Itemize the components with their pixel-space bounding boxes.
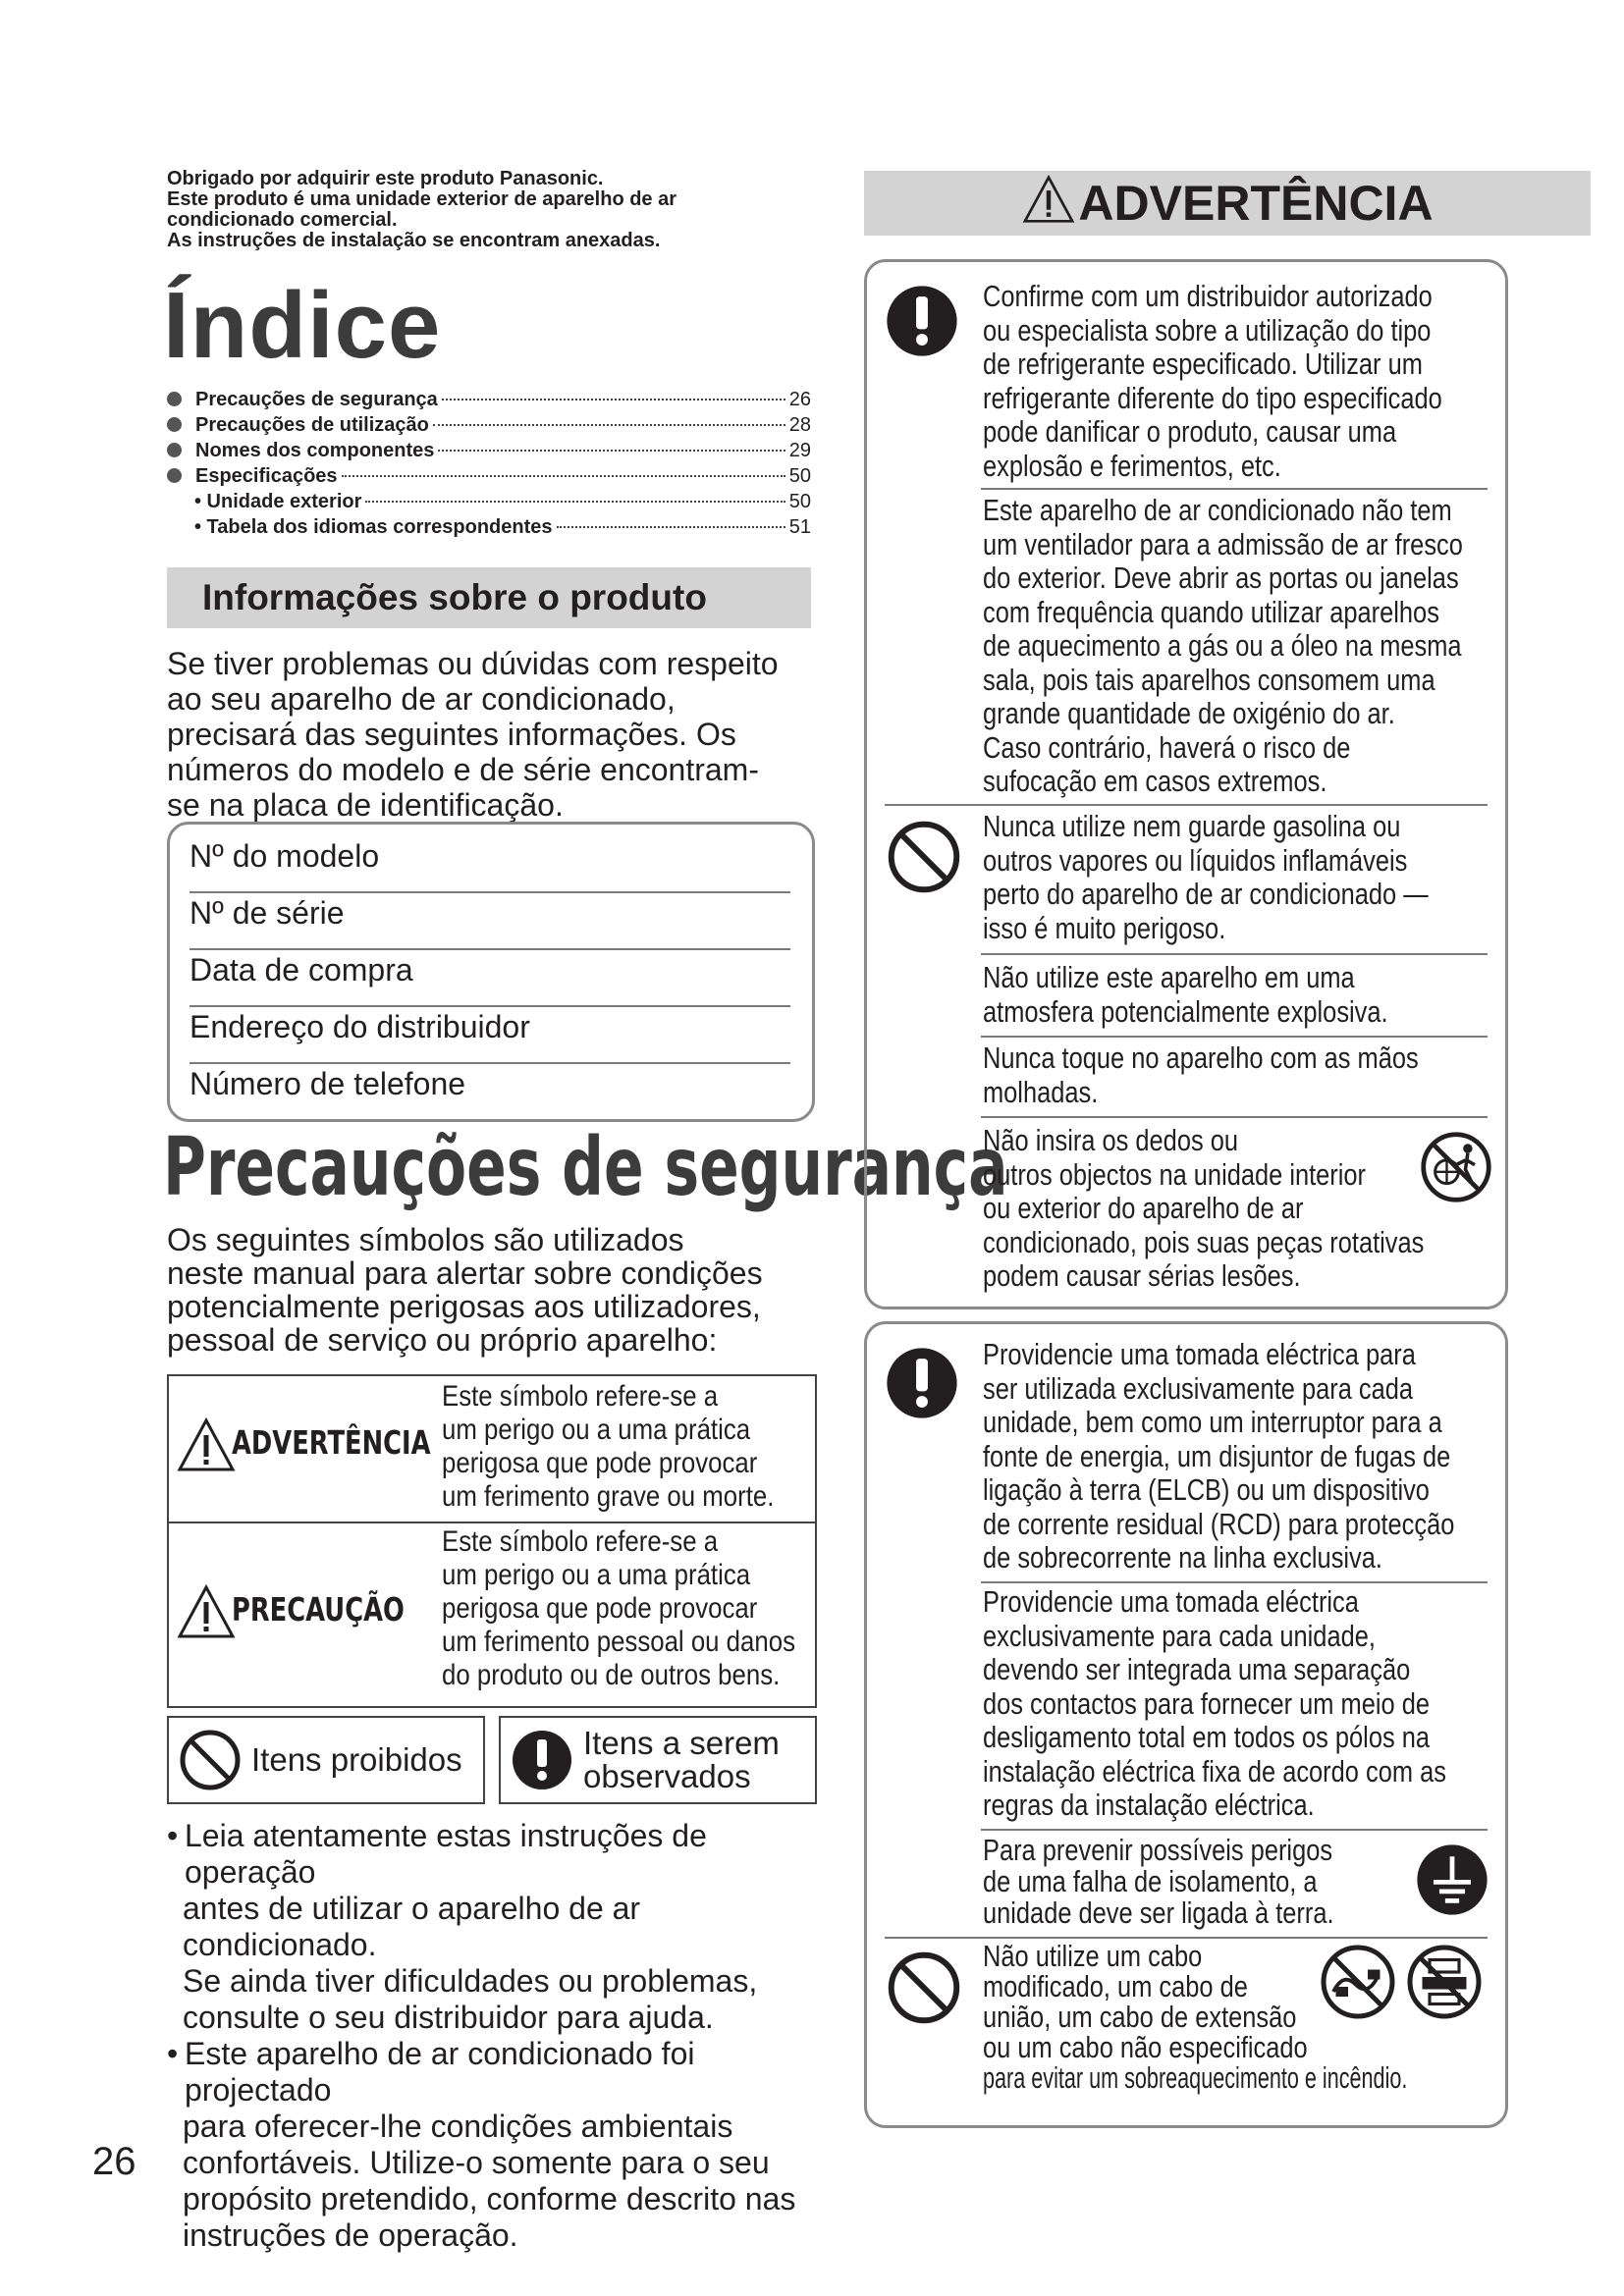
bullet-icon bbox=[167, 417, 182, 432]
divider bbox=[169, 1522, 815, 1523]
warning-label: ADVERTÊNCIA bbox=[232, 1423, 431, 1462]
toc-item[interactable] bbox=[167, 463, 811, 489]
warning-item bbox=[983, 1585, 1446, 1823]
toc-page: 51 bbox=[788, 516, 811, 538]
index-title: Índice bbox=[163, 273, 442, 378]
no-extension-cable-icon bbox=[1405, 1943, 1484, 2021]
warning-line: devendo ser integrada uma separação bbox=[983, 1652, 1411, 1686]
toc-page: 50 bbox=[788, 491, 811, 512]
warning-item bbox=[983, 1835, 1334, 1929]
description-line: Este símbolo refere-se a bbox=[442, 1380, 719, 1413]
toc-page: 28 bbox=[788, 414, 811, 436]
description-line: um ferimento grave ou morte. bbox=[442, 1480, 775, 1513]
legend-prohibited bbox=[167, 1716, 485, 1804]
warning-line: refrigerante diferente do tipo especificado bbox=[983, 380, 1442, 415]
bullet-icon: • bbox=[167, 2036, 179, 2071]
warning-line: Confirme com um distribuidor autorizado bbox=[983, 279, 1433, 313]
description-line: um perigo ou a uma prática bbox=[442, 1559, 751, 1591]
warning-line: isso é muito perigoso. bbox=[983, 910, 1226, 945]
paragraph-line: Os seguintes símbolos são utilizados bbox=[167, 1222, 684, 1257]
paragraph-line: potencialmente perigosas aos utilizadores, bbox=[167, 1289, 761, 1324]
warning-line: Providencie uma tomada eléctrica para bbox=[983, 1337, 1416, 1371]
safety-paragraph bbox=[167, 1223, 815, 1357]
paragraph-line: pessoal de serviço ou próprio aparelho: bbox=[167, 1322, 718, 1358]
paragraph-line: precisará das seguintes informações. Os bbox=[167, 717, 736, 752]
description-line: perigosa que pode provocar bbox=[442, 1592, 758, 1625]
intro-line: Obrigado por adquirir este produto Panasonic. bbox=[167, 168, 604, 189]
prohibited-icon bbox=[179, 1729, 242, 1791]
bullet-line: Leia atentamente estas instruções de operação bbox=[185, 1818, 707, 1890]
warning-line: Nunca toque no aparelho com as mãos bbox=[983, 1041, 1419, 1075]
divider bbox=[981, 1829, 1488, 1831]
warning-line: do exterior. Deve abrir as portas ou janelas bbox=[983, 561, 1459, 595]
prohibited-icon bbox=[887, 1950, 961, 2025]
description-line: Este símbolo refere-se a bbox=[442, 1525, 719, 1558]
warning-line: para evitar um sobreaquecimento e incêndio. bbox=[983, 2060, 1408, 2095]
dealer-address-field[interactable]: Endereço do distribuidor bbox=[189, 1009, 530, 1044]
toc-label: • Unidade exterior bbox=[194, 491, 362, 512]
mandatory-icon bbox=[511, 1729, 573, 1791]
bullet-icon: • bbox=[167, 1818, 179, 1853]
warning-line: exclusivamente para cada unidade, bbox=[983, 1618, 1376, 1653]
warning-line: ou um cabo não especificado bbox=[983, 2030, 1308, 2064]
warning-line: outros vapores ou líquidos inflamáveis bbox=[983, 842, 1408, 878]
warning-line: podem causar sérias lesões. bbox=[983, 1258, 1301, 1293]
warning-item bbox=[983, 1124, 1424, 1294]
legend-observed-line: observados bbox=[583, 1758, 751, 1794]
warning-line: desligamento total em todos os pólos na bbox=[983, 1720, 1431, 1754]
bullet-icon bbox=[167, 468, 182, 483]
legend-observed-line: Itens a serem bbox=[583, 1725, 780, 1761]
bullet-item bbox=[167, 1818, 825, 2036]
description-line: um perigo ou a uma prática bbox=[442, 1414, 751, 1446]
paragraph-line: Se tiver problemas ou dúvidas com respeito bbox=[167, 646, 779, 681]
leader-dots bbox=[342, 475, 785, 477]
toc-label: Nomes dos componentes bbox=[195, 440, 435, 461]
warning-box bbox=[864, 259, 1508, 1309]
divider bbox=[981, 1581, 1488, 1583]
toc-page: 29 bbox=[788, 440, 811, 461]
description-line: do produto ou de outros bens. bbox=[442, 1659, 781, 1691]
warning-line: outros objectos na unidade interior bbox=[983, 1156, 1367, 1192]
intro-line: condicionado comercial. bbox=[167, 209, 398, 231]
paragraph-line: neste manual para alertar sobre condições bbox=[167, 1255, 763, 1291]
safety-title: Precauções de segurança bbox=[163, 1121, 1008, 1214]
warning-line: Providencie uma tomada eléctrica bbox=[983, 1584, 1359, 1619]
purchase-date-field[interactable]: Data de compra bbox=[189, 952, 413, 988]
legend-observed bbox=[499, 1716, 817, 1804]
toc-item[interactable] bbox=[167, 387, 811, 412]
warning-line: ou exterior do aparelho de ar bbox=[983, 1191, 1304, 1225]
warning-line: Não utilize este aparelho em uma bbox=[983, 960, 1355, 994]
toc-label: Especificações bbox=[195, 465, 338, 487]
bullet-line: para oferecer-lhe condições ambientais bbox=[183, 2109, 733, 2144]
intro-line: As instruções de instalação se encontram anexadas. bbox=[167, 230, 661, 251]
toc-label: Precauções de segurança bbox=[195, 389, 438, 410]
warning-line: ligação à terra (ELCB) ou um dispositivo bbox=[983, 1472, 1430, 1507]
warning-line: Não insira os dedos ou bbox=[983, 1123, 1239, 1157]
paragraph-line: ao seu aparelho de ar condicionado, bbox=[167, 681, 676, 717]
warning-description bbox=[442, 1380, 775, 1514]
bullet-line: antes de utilizar o aparelho de ar condicionado. bbox=[183, 1891, 641, 1962]
warning-triangle-icon bbox=[177, 1417, 236, 1472]
bullet-icon bbox=[167, 392, 182, 406]
description-line: um ferimento pessoal ou danos bbox=[442, 1626, 795, 1658]
toc-label: • Tabela dos idiomas correspondentes bbox=[194, 516, 553, 538]
toc-page: 26 bbox=[788, 389, 811, 410]
warning-line: Não utilize um cabo bbox=[983, 1939, 1203, 1973]
warning-line: com frequência quando utilizar aparelhos bbox=[983, 594, 1439, 629]
warning-line: molhadas. bbox=[983, 1074, 1099, 1109]
product-info-paragraph bbox=[167, 646, 821, 823]
warning-line: sufocação em casos extremos. bbox=[983, 764, 1327, 798]
legend-prohibited-label: Itens proibidos bbox=[251, 1741, 462, 1778]
safety-bullets bbox=[167, 1818, 825, 2254]
warning-line: um ventilador para a admissão de ar fresco bbox=[983, 526, 1463, 561]
bullet-line: consulte o seu distribuidor para ajuda. bbox=[183, 2000, 714, 2035]
prohibited-icon bbox=[887, 820, 961, 894]
caution-label: PRECAUÇÃO bbox=[232, 1590, 405, 1629]
intro-text bbox=[167, 169, 815, 251]
warning-line: fonte de energia, um disjuntor de fugas de bbox=[983, 1438, 1451, 1473]
toc-item[interactable] bbox=[167, 438, 811, 463]
warning-line: instalação eléctrica fixa de acordo com as bbox=[983, 1753, 1446, 1789]
warning-line: regras da instalação eléctrica. bbox=[983, 1788, 1315, 1822]
warning-line: Este aparelho de ar condicionado não tem bbox=[983, 493, 1452, 527]
toc-page: 50 bbox=[788, 465, 811, 487]
warning-line: perto do aparelho de ar condicionado — bbox=[983, 877, 1429, 911]
divider bbox=[981, 488, 1488, 490]
warning-item bbox=[983, 810, 1429, 945]
warning-line: sala, pois tais aparelhos consomem uma bbox=[983, 662, 1435, 697]
warning-line: grande quantidade de oxigénio do ar. bbox=[983, 696, 1395, 730]
divider bbox=[885, 804, 1488, 806]
warning-line: dos contactos para fornecer um meio de bbox=[983, 1685, 1430, 1721]
warning-line: explosão e ferimentos, etc. bbox=[983, 448, 1281, 483]
warning-line: Nunca utilize nem guarde gasolina ou bbox=[983, 809, 1401, 843]
bullet-line: Se ainda tiver dificuldades ou problemas, bbox=[183, 1963, 758, 1999]
toc-label: Precauções de utilização bbox=[195, 414, 429, 436]
toc-item[interactable] bbox=[167, 412, 811, 438]
bullet-line: confortáveis. Utilize-o somente para o seu bbox=[183, 2145, 770, 2180]
warning-header bbox=[864, 171, 1591, 236]
model-number-field[interactable]: Nº do modelo bbox=[189, 838, 380, 874]
warning-item bbox=[983, 1338, 1454, 1575]
leader-dots bbox=[442, 399, 785, 400]
warning-item bbox=[983, 280, 1442, 483]
warning-header-label: ADVERTÊNCIA bbox=[1078, 176, 1434, 231]
no-modified-cable-icon bbox=[1319, 1943, 1397, 2021]
warning-line: condicionado, pois suas peças rotativas bbox=[983, 1224, 1425, 1259]
intro-line: Este produto é uma unidade exterior de aparelho de ar bbox=[167, 188, 677, 210]
warning-line: modificado, um cabo de bbox=[983, 1969, 1248, 2003]
table-of-contents bbox=[167, 387, 811, 540]
warning-line: unidade, bem como um interruptor para a bbox=[983, 1405, 1442, 1439]
warning-line: atmosfera potencialmente explosiva. bbox=[983, 993, 1388, 1029]
bullet-icon bbox=[167, 443, 182, 457]
paragraph-line: se na placa de identificação. bbox=[167, 787, 564, 823]
paragraph-line: números do modelo e de série encontram- bbox=[167, 752, 759, 787]
warning-line: união, um cabo de extensão bbox=[983, 2000, 1297, 2034]
divider bbox=[981, 1036, 1488, 1038]
description-line: perigosa que pode provocar bbox=[442, 1447, 758, 1479]
warning-item bbox=[983, 494, 1463, 799]
warning-item bbox=[983, 1041, 1419, 1109]
leader-dots bbox=[433, 424, 785, 426]
symbol-table bbox=[167, 1374, 817, 1708]
warning-line: Caso contrário, haverá o risco de bbox=[983, 729, 1351, 765]
product-info-form bbox=[167, 822, 815, 1122]
leader-dots bbox=[438, 450, 785, 452]
serial-number-field[interactable]: Nº de série bbox=[189, 895, 345, 931]
warning-line: ou especialista sobre a utilização do tipo bbox=[983, 312, 1432, 347]
ground-icon bbox=[1415, 1842, 1489, 1917]
toc-subitem[interactable] bbox=[167, 514, 811, 540]
legend-observed-label bbox=[583, 1727, 780, 1793]
bullet-line: propósito pretendido, conforme descrito nas bbox=[183, 2181, 796, 2216]
warning-line: de refrigerante especificado. Utilizar um bbox=[983, 347, 1423, 381]
warning-line: unidade deve ser ligada à terra. bbox=[983, 1896, 1334, 1930]
mandatory-icon bbox=[885, 1346, 959, 1420]
warning-line: de aquecimento a gás ou a óleo na mesma bbox=[983, 628, 1462, 663]
warning-box bbox=[864, 1321, 1508, 2128]
caution-triangle-icon bbox=[177, 1584, 236, 1639]
warning-line: de uma falha de isolamento, a bbox=[983, 1864, 1318, 1898]
warning-line: Para prevenir possíveis perigos bbox=[983, 1833, 1333, 1867]
warning-line: ser utilizada exclusivamente para cada bbox=[983, 1370, 1414, 1406]
warning-line: de sobrecorrente na linha exclusiva. bbox=[983, 1540, 1382, 1575]
warning-line: pode danificar o produto, causar uma bbox=[983, 414, 1397, 449]
toc-subitem[interactable] bbox=[167, 489, 811, 514]
bullet-line: Este aparelho de ar condicionado foi projectado bbox=[185, 2036, 695, 2108]
leader-dots bbox=[365, 501, 785, 503]
divider bbox=[981, 953, 1488, 955]
bullet-line: instruções de operação. bbox=[183, 2217, 518, 2253]
phone-number-field[interactable]: Número de telefone bbox=[189, 1066, 466, 1101]
no-fingers-in-fan-icon bbox=[1419, 1130, 1493, 1204]
divider bbox=[981, 1116, 1488, 1118]
caution-description bbox=[442, 1525, 795, 1692]
product-info-heading: Informações sobre o produto bbox=[167, 567, 811, 628]
leader-dots bbox=[557, 526, 785, 528]
bullet-item bbox=[167, 2036, 825, 2254]
mandatory-icon bbox=[885, 284, 959, 358]
page-number: 26 bbox=[92, 2140, 136, 2183]
warning-item bbox=[983, 961, 1388, 1029]
warning-triangle-icon bbox=[1021, 175, 1076, 224]
warning-line: de corrente residual (RCD) para protecção bbox=[983, 1506, 1455, 1541]
